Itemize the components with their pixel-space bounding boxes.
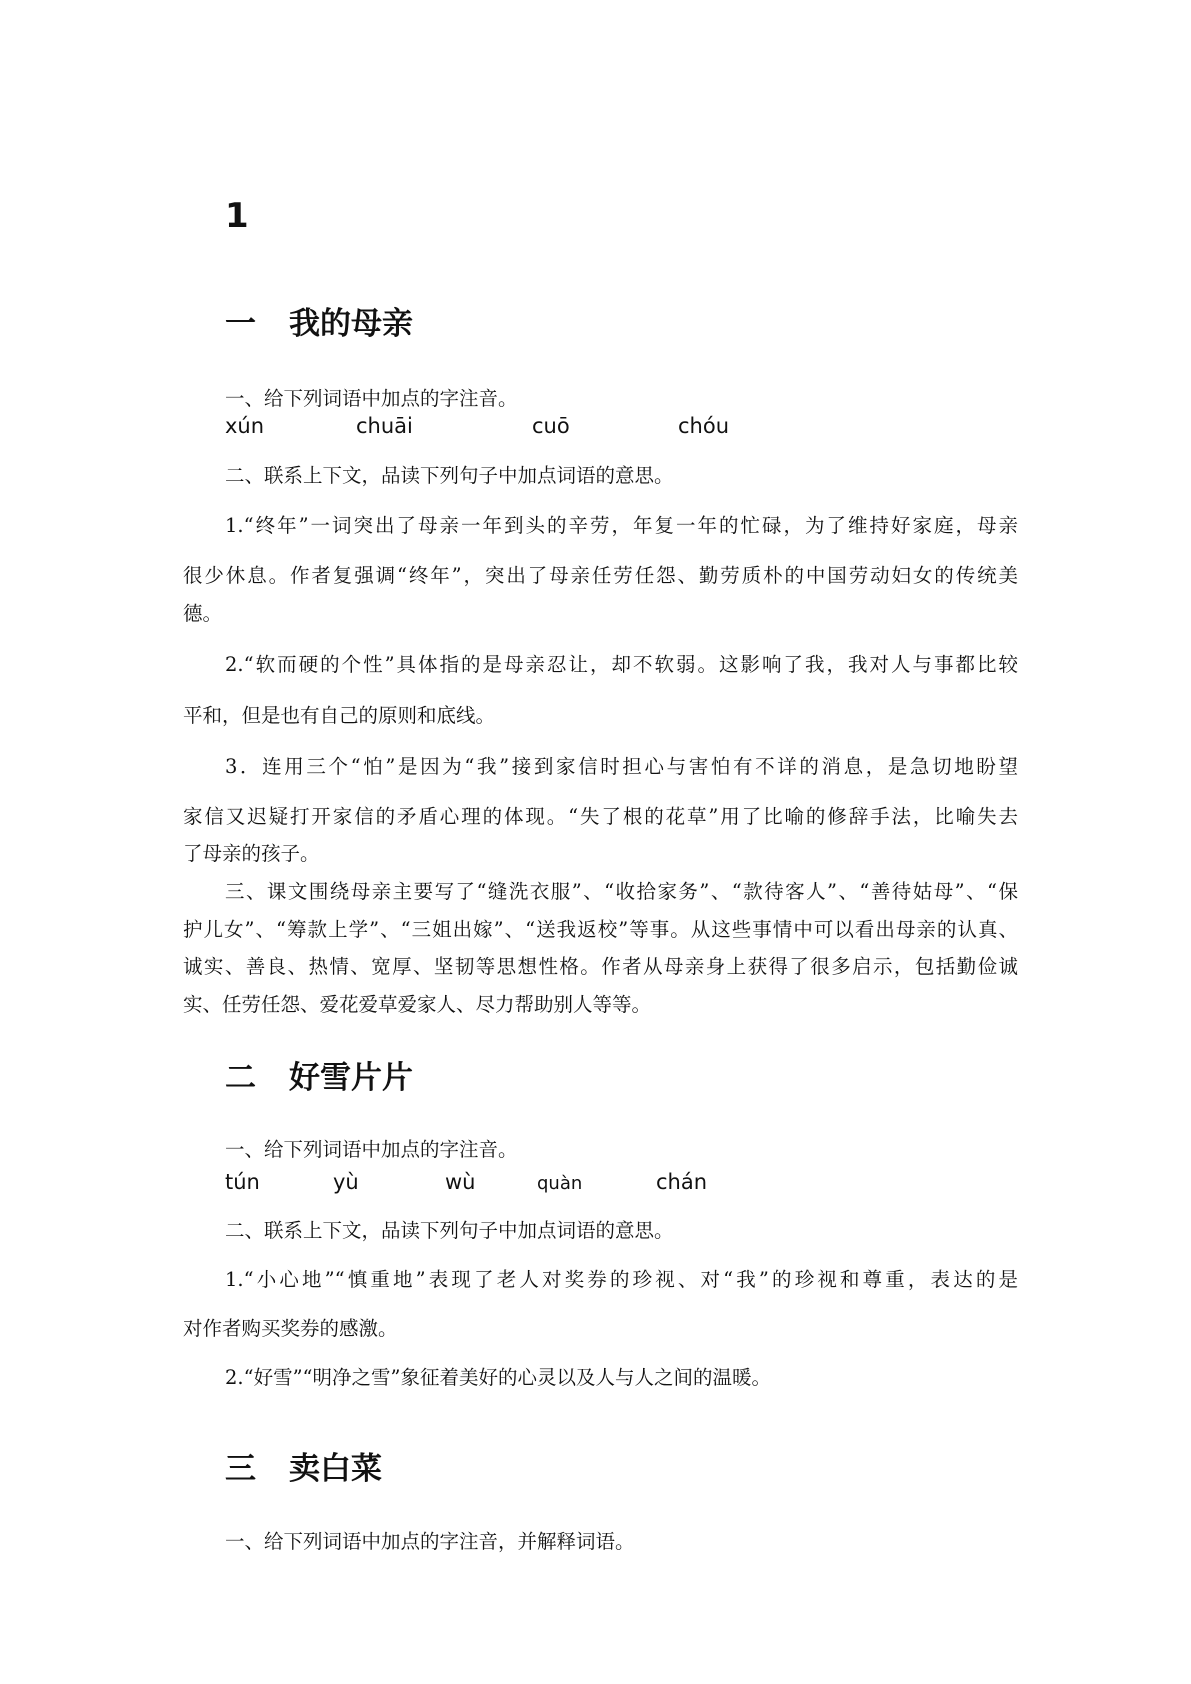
pinyin: chuāi bbox=[356, 414, 413, 438]
lesson-number: 二 bbox=[225, 1060, 256, 1096]
lesson-title-2 bbox=[225, 1052, 413, 1097]
pinyin: yù bbox=[333, 1170, 359, 1194]
pinyin: cuō bbox=[532, 414, 570, 438]
answer-line: 3．连用三个“怕”是因为“我”接到家信时担心与害怕有不详的消息，是急切地盼望 bbox=[225, 755, 1018, 778]
pinyin: xún bbox=[225, 414, 265, 438]
answer-line: 了母亲的孩子。 bbox=[183, 842, 320, 865]
lesson-number: 三 bbox=[225, 1451, 256, 1487]
page-number: 1 bbox=[225, 196, 249, 236]
pinyin: quàn bbox=[537, 1173, 583, 1194]
answer-line: 对作者购买奖券的感激。 bbox=[183, 1317, 398, 1340]
lesson-name: 我的母亲 bbox=[289, 306, 413, 342]
question-heading: 一、给下列词语中加点的字注音，并解释词语。 bbox=[225, 1530, 635, 1553]
answer-line: 1.“小心地”“慎重地”表现了老人对奖券的珍视、对“我”的珍视和尊重，表达的是 bbox=[225, 1268, 1018, 1291]
question-heading: 二、联系上下文，品读下列句子中加点词语的意思。 bbox=[225, 1219, 674, 1242]
question-heading: 一、给下列词语中加点的字注音。 bbox=[225, 387, 518, 410]
question-heading: 二、联系上下文，品读下列句子中加点词语的意思。 bbox=[225, 464, 674, 487]
lesson-name: 好雪片片 bbox=[289, 1060, 413, 1096]
answer-line: 护儿女”、“筹款上学”、“三姐出嫁”、“送我返校”等事。从这些事情中可以看出母亲的认真、 bbox=[183, 918, 1018, 941]
lesson-title-1 bbox=[225, 298, 413, 343]
question-heading: 一、给下列词语中加点的字注音。 bbox=[225, 1138, 518, 1161]
answer-line: 很少休息。作者复强调“终年”，突出了母亲任劳任怨、勤劳质朴的中国劳动妇女的传统美 bbox=[183, 564, 1018, 587]
lesson-number: 一 bbox=[225, 306, 256, 342]
answer-line: 诚实、善良、热情、宽厚、坚韧等思想性格。作者从母亲身上获得了很多启示，包括勤俭诚 bbox=[183, 955, 1018, 978]
answer-line: 实、任劳任怨、爱花爱草爱家人、尽力帮助别人等等。 bbox=[183, 993, 652, 1016]
answer-line: 家信又迟疑打开家信的矛盾心理的体现。“失了根的花草”用了比喻的修辞手法，比喻失去 bbox=[183, 805, 1018, 828]
pinyin: wù bbox=[445, 1170, 476, 1194]
answer-line: 平和，但是也有自己的原则和底线。 bbox=[183, 704, 496, 727]
answer-line: 1.“终年”一词突出了母亲一年到头的辛劳，年复一年的忙碌，为了维持好家庭，母亲 bbox=[225, 514, 1018, 537]
lesson-title-3 bbox=[225, 1443, 382, 1488]
answer-line: 德。 bbox=[183, 602, 223, 625]
answer-line: 三、课文围绕母亲主要写了“缝洗衣服”、“收拾家务”、“款待客人”、“善待姑母”、“保 bbox=[225, 880, 1018, 903]
pinyin: chóu bbox=[678, 414, 730, 438]
answer-line: 2.“软而硬的个性”具体指的是母亲忍让，却不软弱。这影响了我，我对人与事都比较 bbox=[225, 653, 1018, 676]
lesson-name: 卖白菜 bbox=[289, 1451, 382, 1487]
answer-line: 2.“好雪”“明净之雪”象征着美好的心灵以及人与人之间的温暖。 bbox=[225, 1366, 771, 1389]
pinyin: tún bbox=[225, 1170, 260, 1194]
pinyin: chán bbox=[656, 1170, 708, 1194]
